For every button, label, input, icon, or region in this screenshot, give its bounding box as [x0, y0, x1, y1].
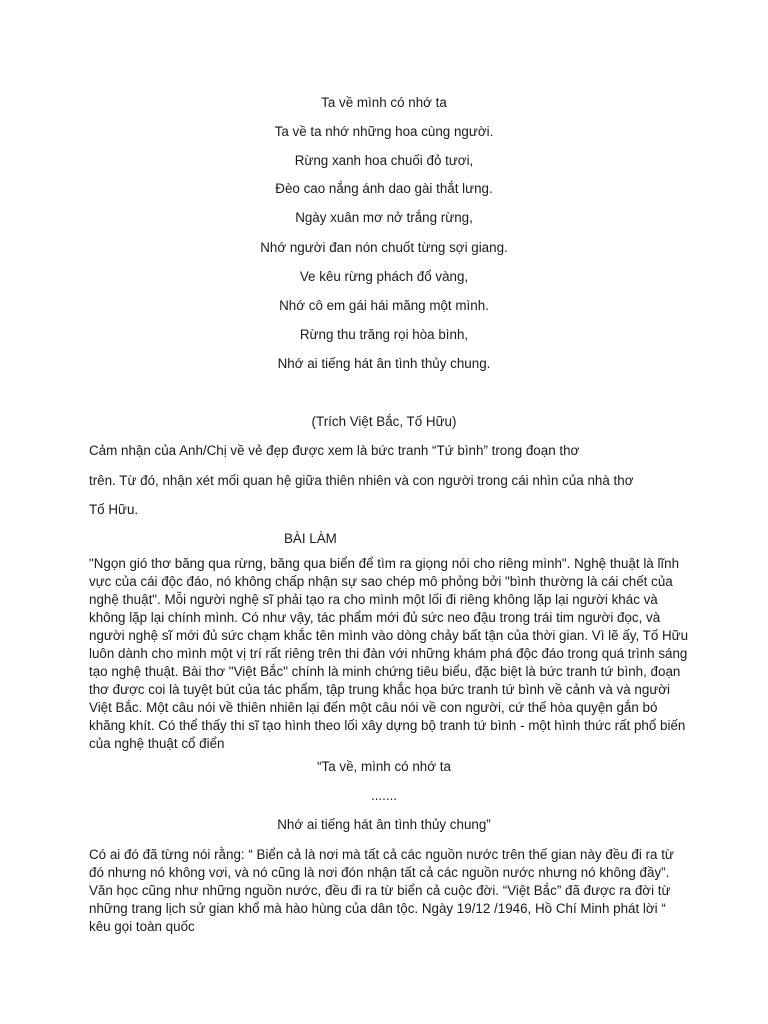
quote-line: “Ta về, mình có nhớ ta — [317, 759, 451, 774]
section-heading: BÀI LÀM — [284, 531, 337, 546]
question-line: Cảm nhận của Anh/Chị về vẻ đẹp được xem là bức tranh “Tứ bình” trong đoạn thơ — [89, 443, 580, 458]
poem-line: Ngày xuân mơ nở trắng rừng, — [295, 210, 473, 225]
quote-line: Nhớ ai tiếng hát ân tình thủy chung” — [277, 817, 491, 832]
essay-paragraph: "Ngọn gió thơ băng qua rừng, băng qua biển để tìm ra giọng nói cho riêng mình". Nghệ thuật là lĩnh vực của cái độc đáo, nó không chấp nhận sự sao chép mô phỏng bởi "bình thường là cái chết của nghệ thuật". Mỗi người nghệ sĩ phải tạo ra cho mình một lối đi riêng không lặp lại người khác và không lặp lại chính mình. Có như vậy, tác phẩm mới đủ sức neo đậu trong trái tim người đọc, và người nghệ sĩ mới đủ sức chạm khắc tên mình vào dòng chảy bất tận của thời gian. Vì lẽ ấy, Tố Hữu luôn dành cho mình một vị trí rất riêng trên thi đàn với những khám phá độc đáo trong quá trình sáng tạo nghệ thuật. Bài thơ "Việt Bắc" chính là minh chứng tiêu biểu, đặc biệt là bức tranh tứ bình, đoạn thơ được coi là tuyệt bút của tác phẩm, tập trung khắc họa bức tranh tứ bình về cảnh và và người Việt Bắc. Một câu nói về thiên nhiên lại đến một câu nói về con người, cứ thế hòa quyện gắn bó khăng khít. Có thể thấy thi sĩ tạo hình theo lối xây dựng bộ tranh tứ bình - một hình thức rất phổ biến của nghệ thuật cổ điển — [89, 556, 689, 751]
poem-line: Ta về mình có nhớ ta — [321, 95, 447, 110]
poem-line: Nhớ ai tiếng hát ân tình thủy chung. — [277, 356, 491, 371]
question-line: Tố Hữu. — [89, 502, 139, 517]
poem-citation: (Trích Việt Bắc, Tố Hữu) — [311, 414, 457, 429]
poem-line: Nhớ người đan nón chuốt từng sợi giang. — [260, 240, 508, 255]
poem-line: Rừng xanh hoa chuối đỏ tươi, — [294, 153, 474, 168]
poem-line: Ta về ta nhớ những hoa cùng người. — [274, 124, 494, 139]
poem-line: Đèo cao nắng ánh dao gài thắt lưng. — [275, 181, 493, 196]
quote-ellipsis: ....... — [370, 788, 398, 803]
poem-line: Nhớ cô em gái hái măng một mình. — [279, 298, 489, 313]
question-line: trên. Từ đó, nhận xét mối quan hệ giữa thiên nhiên và con người trong cái nhìn của nhà thơ — [89, 473, 634, 488]
essay-paragraph: Có ai đó đã từng nói rằng: “ Biển cả là nơi mà tất cả các nguồn nước trên thế gian này đều đi ra từ đó nhưng nó không vơi, và nó cũng là nơi đón nhận tất cả các nguồn nước nhưng nó không đầy”. Văn học cũng như những nguồn nước, đều đi ra từ biển cả cuộc đời. “Việt Bắc” đã được ra đời từ những trang lịch sử gian khổ mà hào hùng của dân tộc. Ngày 19/12 /1946, Hồ Chí Minh phát lời “ kêu gọi toàn quốc — [89, 847, 674, 934]
poem-line: Ve kêu rừng phách đổ vàng, — [299, 269, 469, 284]
poem-line: Rừng thu trăng rọi hòa bình, — [299, 327, 469, 342]
